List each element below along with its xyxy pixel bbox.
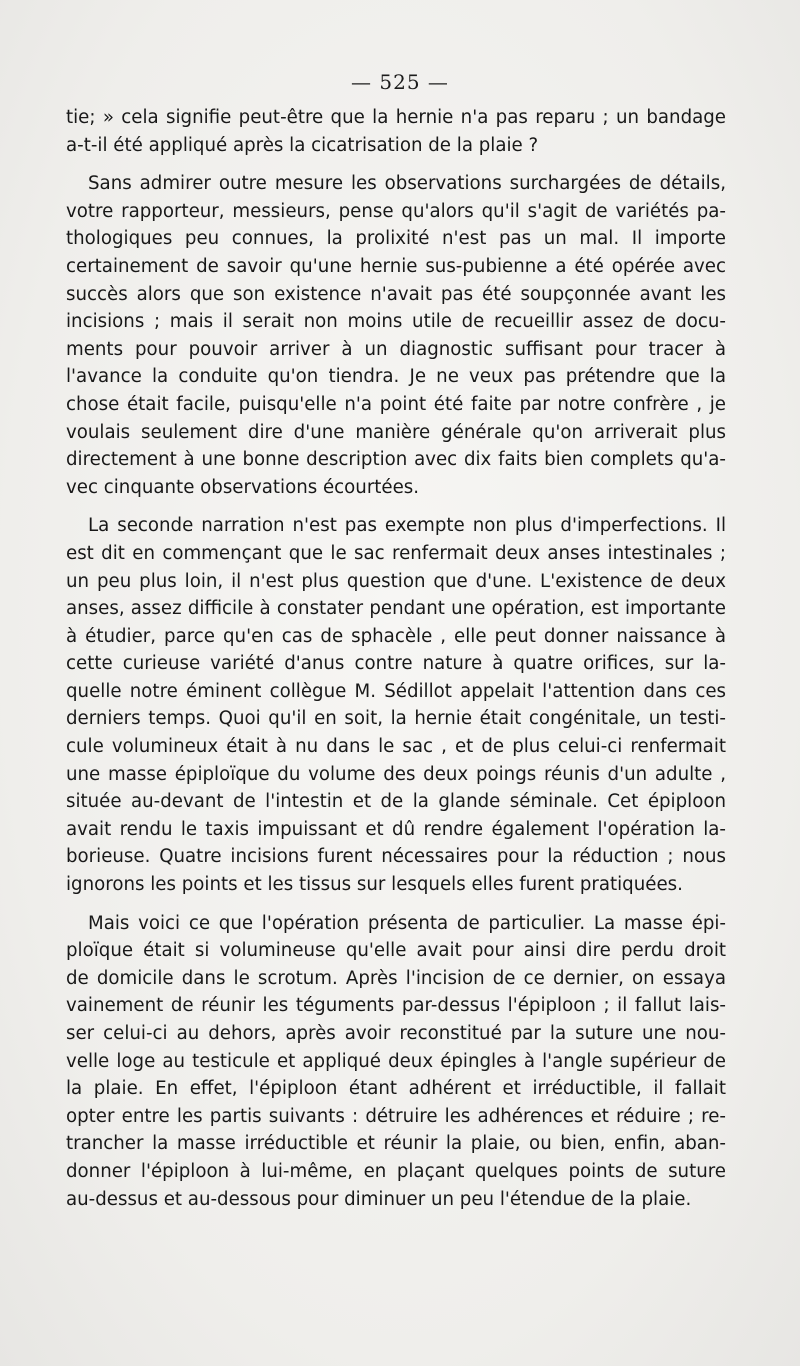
text-line: derniers temps. Quoi qu'il en soit, la hernie était congénitale, un testi- bbox=[66, 708, 726, 730]
text-line: vainement de réunir les téguments par-dessus l'épiploon ; il fallut lais- bbox=[66, 995, 726, 1017]
text-line: un peu plus loin, il n'est plus question que d'une. L'existence de deux bbox=[66, 570, 726, 592]
text-line: la plaie. En effet, l'épiploon étant adhérent et irréductible, il fallait bbox=[66, 1078, 726, 1100]
paragraph bbox=[66, 104, 726, 159]
text-line: chose était facile, puisqu'elle n'a point été faite par notre confrère , je bbox=[66, 393, 726, 415]
text-line: borieuse. Quatre incisions furent nécessaires pour la réduction ; nous bbox=[66, 846, 726, 868]
text-line: vec cinquante observations écourtées. bbox=[66, 476, 420, 498]
text-line: velle loge au testicule et appliqué deux épingles à l'angle supérieur de bbox=[66, 1050, 726, 1072]
text-line: anses, assez difficile à constater pendant une opération, est importante bbox=[66, 598, 726, 620]
text-line: directement à une bonne description avec dix faits bien complets qu'a- bbox=[66, 449, 726, 471]
text-line: avait rendu le taxis impuissant et dû rendre également l'opération la- bbox=[66, 818, 726, 840]
text-body bbox=[66, 104, 726, 1224]
text-line: ignorons les points et les tissus sur lesquels elles furent pratiquées. bbox=[66, 874, 683, 896]
text-line: Mais voici ce que l'opération présenta de particulier. La masse épi- bbox=[88, 912, 726, 934]
text-line: La seconde narration n'est pas exempte non plus d'imperfections. Il bbox=[88, 515, 726, 537]
text-line: une masse épiploïque du volume des deux poings réunis d'un adulte , bbox=[66, 763, 726, 785]
text-line: voulais seulement dire d'une manière générale qu'on arriverait plus bbox=[66, 421, 726, 443]
paragraph bbox=[66, 170, 726, 501]
text-line: au-dessus et au-dessous pour diminuer un peu l'étendue de la plaie. bbox=[66, 1188, 692, 1210]
text-line: l'avance la conduite qu'on tiendra. Je ne veux pas prétendre que la bbox=[66, 366, 726, 388]
text-line: est dit en commençant que le sac renfermait deux anses intestinales ; bbox=[66, 542, 726, 564]
text-line: incisions ; mais il serait non moins utile de recueillir assez de docu- bbox=[66, 311, 726, 333]
text-line: trancher la masse irréductible et réunir la plaie, ou bien, enfin, aban- bbox=[66, 1133, 726, 1155]
text-line: cette curieuse variété d'anus contre nature à quatre orifices, sur la- bbox=[66, 653, 726, 675]
text-line: opter entre les partis suivants : détruire les adhérences et réduire ; re- bbox=[66, 1105, 726, 1127]
text-line: votre rapporteur, messieurs, pense qu'alors qu'il s'agit de variétés pa- bbox=[66, 200, 726, 222]
text-line: ploïque était si volumineuse qu'elle avait pour ainsi dire perdu droit bbox=[66, 940, 726, 962]
text-line: Sans admirer outre mesure les observations surchargées de détails, bbox=[88, 173, 726, 195]
text-line: quelle notre éminent collègue M. Sédillot appelait l'attention dans ces bbox=[66, 680, 726, 702]
text-line: située au-devant de l'intestin et de la glande séminale. Cet épiploon bbox=[66, 791, 726, 813]
paragraph bbox=[66, 512, 726, 898]
text-line: à étudier, parce qu'en cas de sphacèle , elle peut donner naissance à bbox=[66, 625, 726, 647]
text-line: tie; » cela signifie peut-être que la hernie n'a pas reparu ; un bandage bbox=[66, 107, 726, 128]
text-line: de domicile dans le scrotum. Après l'incision de ce dernier, on essaya bbox=[66, 967, 726, 989]
paragraph bbox=[66, 910, 726, 1214]
text-line: ser celui-ci au dehors, après avoir reconstitué par la suture une nou- bbox=[66, 1023, 726, 1044]
text-line: ments pour pouvoir arriver à un diagnostic suffisant pour tracer à bbox=[66, 338, 726, 360]
text-line: thologiques peu connues, la prolixité n'est pas un mal. Il importe bbox=[66, 228, 726, 250]
text-line: a-t-il été appliqué après la cicatrisation de la plaie ? bbox=[66, 134, 539, 156]
text-line: certainement de savoir qu'une hernie sus-pubienne a été opérée avec bbox=[66, 255, 726, 277]
text-line: cule volumineux était à nu dans le sac , et de plus celui-ci renfermait bbox=[66, 736, 726, 758]
text-line: donner l'épiploon à lui-même, en plaçant quelques points de suture bbox=[66, 1160, 726, 1182]
page-number: — 525 — bbox=[351, 70, 449, 94]
text-line: succès alors que son existence n'avait pas été soupçonnée avant les bbox=[66, 283, 726, 305]
